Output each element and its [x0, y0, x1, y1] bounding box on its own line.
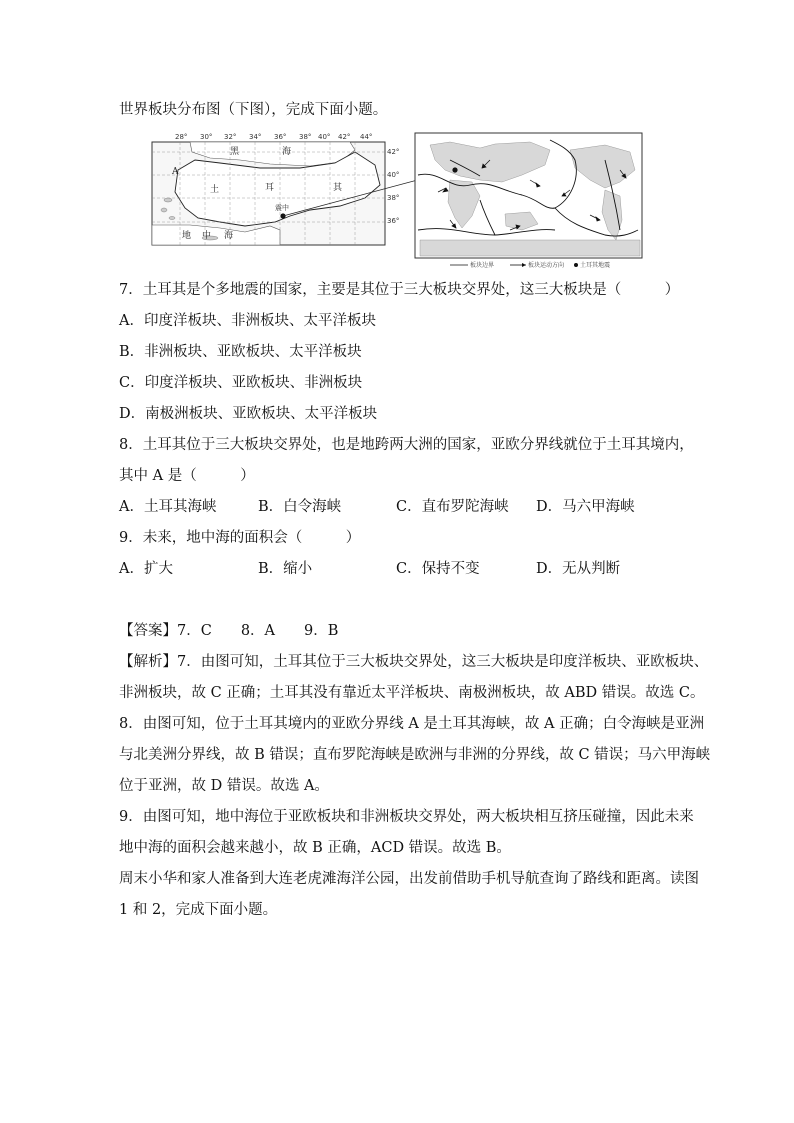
intro-text: 世界板块分布图（下图），完成下面小题。 — [119, 102, 388, 118]
lat-tick: 36° — [387, 217, 400, 225]
figure-svg — [150, 130, 645, 270]
turkey-label: 土 — [210, 185, 220, 195]
question-9-stem: 9．未来，地中海的面积会（ ） — [119, 530, 361, 546]
q8-option-d[interactable]: D．马六甲海峡 — [536, 499, 635, 515]
lon-tick: 44° — [360, 133, 373, 141]
strait-marker-a: A — [172, 167, 179, 177]
question-8-stem-line2: 其中 A 是（ ） — [119, 468, 255, 484]
legend-direction-label: 板块运动方向 — [528, 262, 565, 269]
q7-option-d[interactable]: D．南极洲板块、亚欧板块、太平洋板块 — [119, 406, 378, 422]
analysis-line: 位于亚洲，故 D 错误。故选 A。 — [119, 778, 329, 794]
question-7-stem: 7．土耳其是个多地震的国家，主要是其位于三大板块交界处，这三大板块是（ ） — [119, 282, 680, 298]
lat-tick: 38° — [387, 194, 400, 202]
lon-tick: 28° — [175, 133, 188, 141]
black-sea-label: 海 — [282, 147, 292, 157]
legend-epicenter-label: 土耳其地震 — [580, 262, 611, 269]
black-sea-label: 黑 — [230, 147, 240, 157]
q9-option-d[interactable]: D．无从判断 — [536, 561, 621, 577]
turkey-marker-dot — [452, 167, 457, 172]
lon-tick: 38° — [299, 133, 312, 141]
figure-legend — [450, 261, 610, 269]
next-section-intro: 1 和 2，完成下面小题。 — [119, 902, 278, 918]
lon-tick: 34° — [249, 133, 262, 141]
lat-tick: 42° — [387, 148, 400, 156]
q9-option-c[interactable]: C．保持不变 — [396, 561, 480, 577]
lon-tick: 42° — [338, 133, 351, 141]
analysis-line: 与北美洲分界线，故 B 错误；直布罗陀海峡是欧洲与非洲的分界线，故 C 错误；马六甲海峡 — [119, 747, 711, 763]
answer-line: 【答案】7．C 8．A 9．B — [119, 623, 339, 639]
analysis-line: 【解析】7．由图可知，土耳其位于三大板块交界处，这三大板块是印度洋板块、亚欧板块、 — [119, 654, 709, 670]
analysis-line: 9．由图可知，地中海位于亚欧板块和非洲板块交界处，两大板块相互挤压碰撞，因此未来 — [119, 809, 694, 825]
lat-tick: 40° — [387, 171, 400, 179]
q9-option-a[interactable]: A．扩大 — [119, 561, 173, 577]
turkey-label: 耳 — [265, 183, 275, 193]
turkey-label: 其 — [333, 183, 343, 193]
epicenter-label: 震中 — [275, 204, 289, 212]
med-sea-label: 海 — [224, 231, 234, 241]
q8-option-c[interactable]: C．直布罗陀海峡 — [396, 499, 509, 515]
lon-tick: 36° — [274, 133, 287, 141]
next-section-intro: 周末小华和家人准备到大连老虎滩海洋公园，出发前借助手机导航查询了路线和距离。读图 — [119, 871, 699, 887]
q7-option-c[interactable]: C．印度洋板块、亚欧板块、非洲板块 — [119, 375, 363, 391]
lon-tick: 32° — [224, 133, 237, 141]
lon-tick: 30° — [200, 133, 213, 141]
plate-distribution-figure — [150, 130, 645, 270]
lon-tick: 40° — [318, 133, 331, 141]
q8-option-a[interactable]: A．土耳其海峡 — [119, 499, 217, 515]
q8-option-b[interactable]: B．白令海峡 — [258, 499, 342, 515]
q9-option-b[interactable]: B．缩小 — [258, 561, 313, 577]
med-sea-label: 地 — [182, 231, 192, 241]
analysis-line: 地中海的面积会越来越小，故 B 正确，ACD 错误。故选 B。 — [119, 840, 511, 856]
q7-option-b[interactable]: B．非洲板块、亚欧板块、太平洋板块 — [119, 344, 362, 360]
turkey-map — [152, 133, 455, 245]
world-plate-map — [415, 133, 642, 258]
analysis-line: 8．由图可知，位于土耳其境内的亚欧分界线 A 是土耳其海峡，故 A 正确；白令海峡是亚洲 — [119, 716, 705, 732]
med-sea-label: 中 — [202, 231, 212, 241]
analysis-line: 非洲板块，故 C 正确；土耳其没有靠近太平洋板块、南极洲板块，故 ABD 错误。故选 C。 — [119, 685, 705, 701]
legend-epicenter-dot — [574, 263, 578, 267]
q7-option-a[interactable]: A．印度洋板块、非洲板块、太平洋板块 — [119, 313, 376, 329]
question-8-stem-line1: 8．土耳其位于三大板块交界处，也是地跨两大洲的国家，亚欧分界线就位于土耳其境内， — [119, 437, 694, 453]
legend-boundary-label: 板块边界 — [470, 262, 495, 269]
